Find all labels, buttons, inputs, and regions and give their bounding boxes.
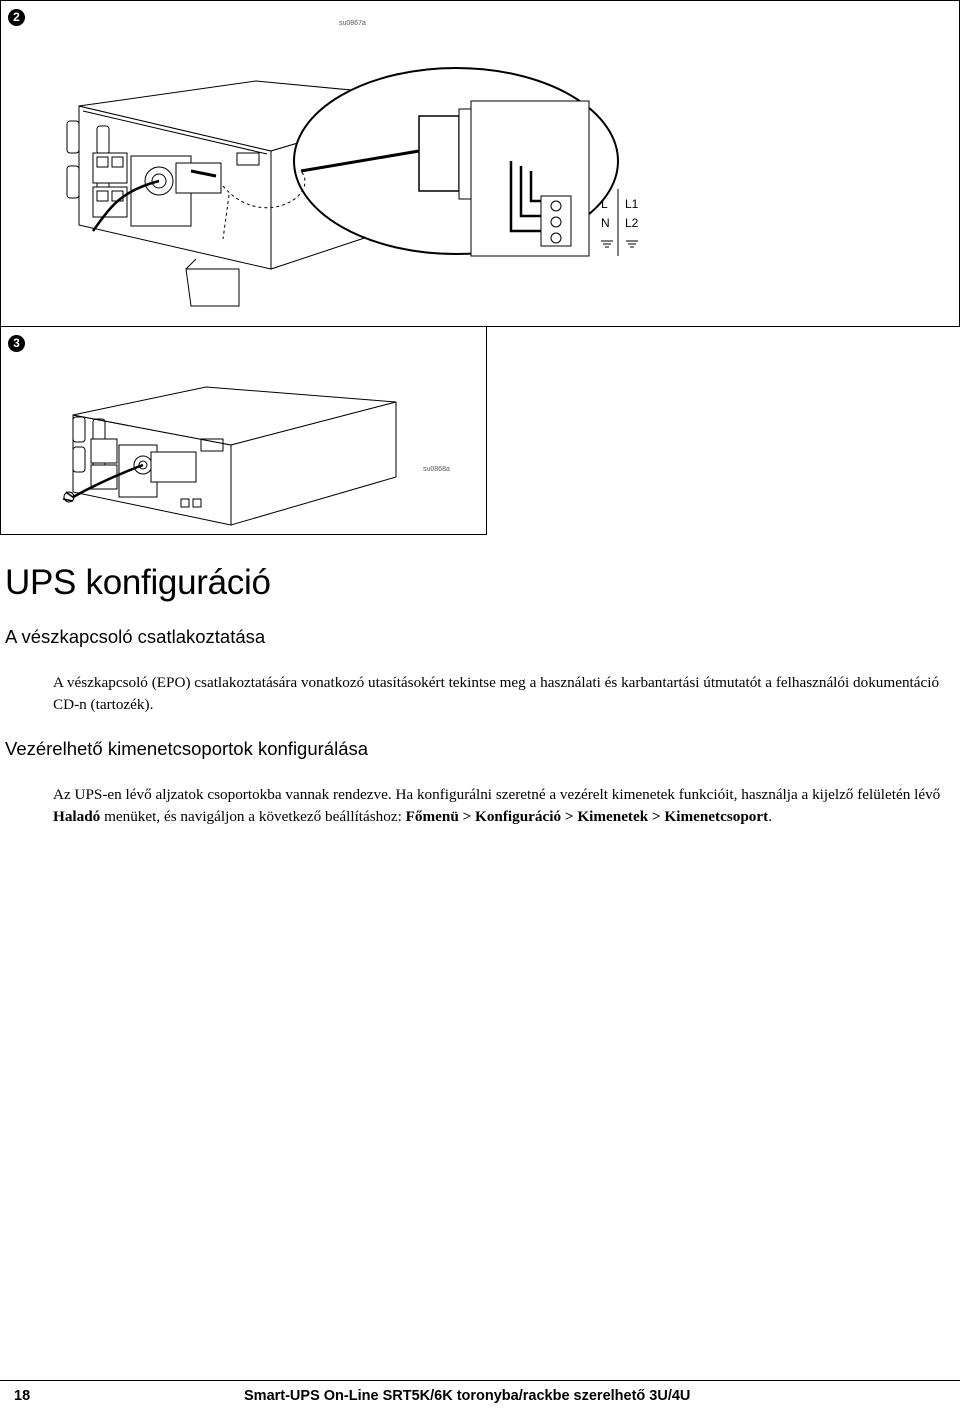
wire-label-n: N (601, 216, 610, 230)
menu-name: Haladó (53, 808, 101, 825)
step-2-badge: 2 (8, 9, 25, 26)
document-title: Smart-UPS On-Line SRT5K/6K toronyba/rackbe szerelhető 3U/4U (244, 1388, 691, 1404)
section-heading-epo: A vészkapcsoló csatlakoztatása (5, 626, 266, 647)
figure-2-id: su0867a (339, 20, 366, 27)
step-3-badge: 3 (8, 335, 25, 352)
body-end: . (768, 808, 772, 825)
wire-label-l2: L2 (625, 216, 639, 230)
menu-path: Főmenü > Konfiguráció > Kimenetek > Kimenetcsoport (405, 808, 769, 825)
ups-wiring-illustration (1, 1, 959, 326)
section-body-outlet-groups (53, 784, 958, 828)
body-mid: menüket, és navigáljon a következő beállításhoz: (100, 808, 406, 825)
page-number: 18 (14, 1388, 31, 1404)
figure-3 (0, 326, 487, 535)
body-intro: Az UPS-en lévő aljzatok csoportokba vannak rendezve. Ha konfigurálni szeretné a vezérelt kimenetek funkcióit, használja a kijelző felületén lévő (53, 786, 941, 803)
section-body-epo: A vészkapcsoló (EPO) csatlakoztatására vonatkozó utasításokért tekintse meg a használati és karbantartási útmutatót a felhasználói dokumentáció CD-n (tartozék). (53, 674, 940, 713)
footer-rule (0, 1380, 960, 1381)
page-title: UPS konfiguráció (5, 563, 271, 602)
wire-label-l: L (601, 197, 608, 211)
figure-3-id: su0868a (423, 466, 450, 473)
ups-epo-illustration (1, 327, 486, 534)
wire-label-l1: L1 (625, 197, 639, 211)
section-heading-outlet-groups: Vezérelhető kimenetcsoportok konfigurálása (5, 738, 369, 759)
figure-2 (0, 0, 960, 327)
